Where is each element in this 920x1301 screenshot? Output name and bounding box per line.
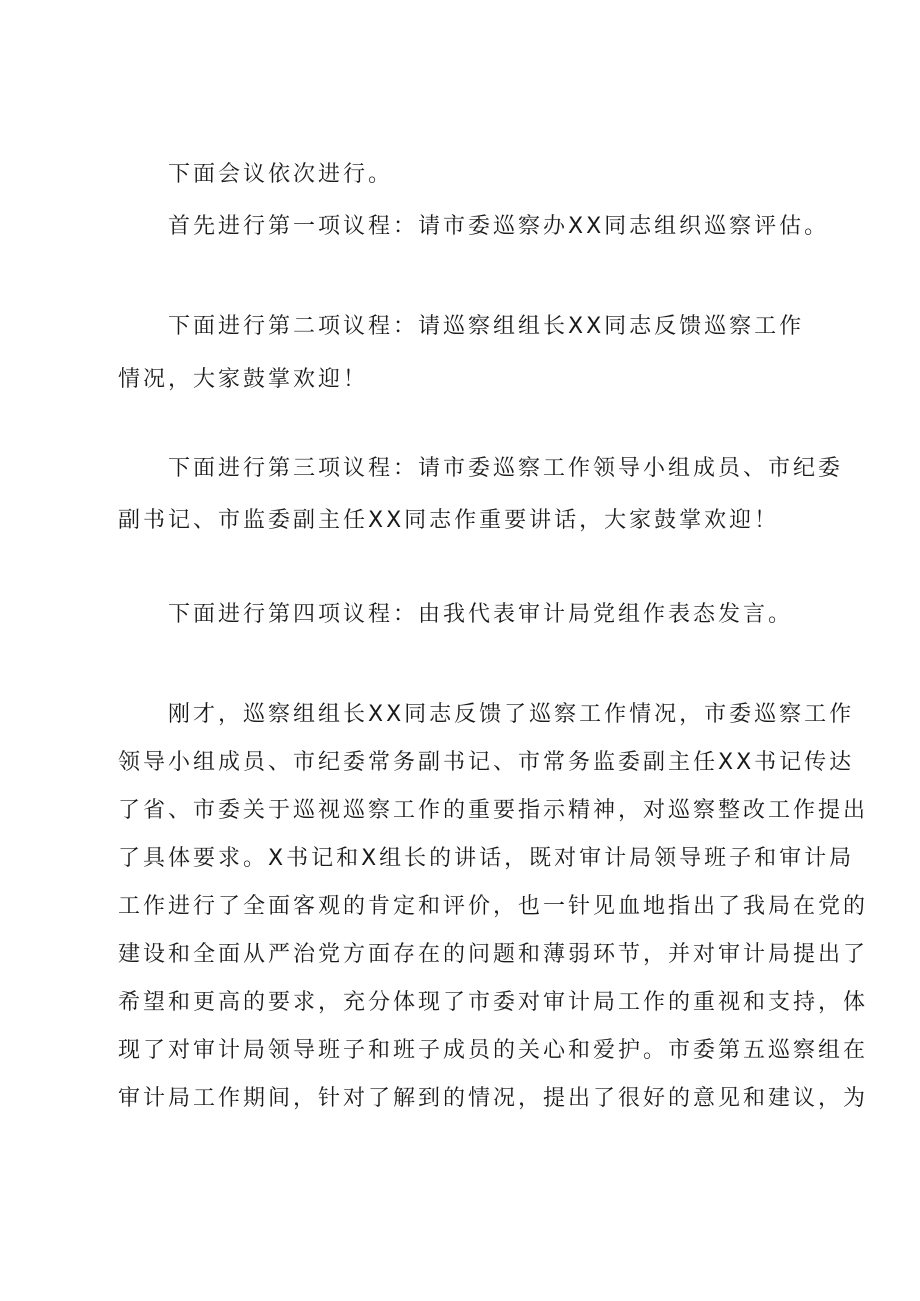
- speech-paragraph-line-4: 了具体要求。X书记和X组长的讲话，既对审计局领导班子和审计局: [118, 846, 855, 871]
- speech-paragraph-line-1: 刚才，巡察组组长XX同志反馈了巡察工作情况，市委巡察工作: [168, 702, 855, 727]
- speech-paragraph-line-6: 建设和全面从严治党方面存在的问题和薄弱环节，并对审计局提出了: [118, 942, 869, 967]
- speech-paragraph-line-7: 希望和更高的要求，充分体现了市委对审计局工作的重视和支持，体: [118, 990, 869, 1015]
- speech-paragraph-line-9: 审计局工作期间，针对了解到的情况，提出了很好的意见和建议，为: [118, 1086, 869, 1111]
- speech-paragraph-line-5: 工作进行了全面客观的肯定和评价，也一针见血地指出了我局在党的: [118, 894, 869, 919]
- speech-paragraph-line-3: 了省、市委关于巡视巡察工作的重要指示精神，对巡察整改工作提出: [118, 798, 869, 823]
- agenda-item-2-line-1: 下面进行第二项议程：请巡察组组长XX同志反馈巡察工作: [168, 314, 805, 339]
- agenda-item-1: 首先进行第一项议程：请市委巡察办XX同志组织巡察评估。: [168, 214, 830, 239]
- speech-paragraph-line-2: 领导小组成员、市纪委常务副书记、市常务监委副主任XX书记传达: [118, 750, 855, 775]
- agenda-item-3-line-1: 下面进行第三项议程：请市委巡察工作领导小组成员、市纪委: [168, 456, 844, 481]
- agenda-item-3-line-2: 副书记、市监委副主任XX同志作重要讲话，大家鼓掌欢迎！: [118, 508, 780, 533]
- agenda-item-4: 下面进行第四项议程：由我代表审计局党组作表态发言。: [168, 602, 794, 627]
- meeting-opening-line: 下面会议依次进行。: [168, 162, 394, 187]
- agenda-item-2-line-2: 情况，大家鼓掌欢迎！: [118, 367, 369, 392]
- speech-paragraph-line-8: 现了对审计局领导班子和班子成员的关心和爱护。市委第五巡察组在: [118, 1038, 869, 1063]
